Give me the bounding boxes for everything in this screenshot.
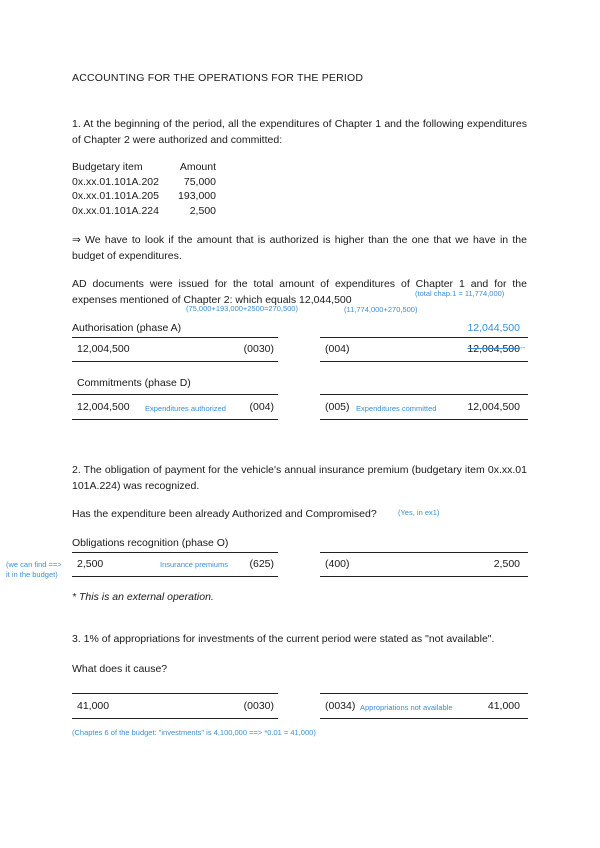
section3-right-note: Appropriations not available <box>360 703 453 712</box>
annotation-sum-chapter2: (75,000+193,000+2500=270,500) <box>186 304 298 313</box>
amount: 2,500 <box>189 204 216 217</box>
section2-question: Has the expenditure been already Authorized and Compromised? <box>72 508 377 520</box>
table-row <box>72 189 216 204</box>
budgetary-item: 0x.xx.01.101A.202 <box>72 175 159 188</box>
authorisation-right-account: (004) <box>325 343 350 355</box>
obligations-right-account: (400) <box>325 558 350 570</box>
section3-right-amount: 41,000 <box>487 700 520 712</box>
divider <box>72 394 278 395</box>
divider <box>72 718 278 719</box>
header-budgetary-item: Budgetary item <box>72 161 143 173</box>
divider <box>72 552 278 553</box>
authorisation-struck-amount: 12,004,500 <box>467 343 520 355</box>
section3-annotation: (Chaptes 6 of the budget: "investments" is 4,100,000 ==> *0.01 = 41,000) <box>72 728 316 737</box>
obligations-side-note-1: (we can find ==> <box>6 560 62 569</box>
commitments-right-amount: 12,004,500 <box>467 401 520 413</box>
commitments-left-account: (004) <box>249 401 274 413</box>
obligations-label: Obligations recognition (phase O) <box>72 537 229 549</box>
section1-note: ⇒ We have to look if the amount that is authorized is higher than the one that we have in the budget of expenditures. <box>72 234 527 262</box>
divider <box>72 576 278 577</box>
section3-left-account: (0030) <box>243 700 274 712</box>
budgetary-item: 0x.xx.01.101A.224 <box>72 204 159 217</box>
budget-table <box>72 160 216 218</box>
divider <box>320 419 528 420</box>
obligations-left-account: (625) <box>249 558 274 570</box>
section2-intro: 2. The obligation of payment for the vehicle's annual insurance premium (budgetary item 0x.xx.01 101A.224) was recognized. <box>72 464 527 492</box>
section3-right-account: (0034) <box>325 700 356 712</box>
amount: 75,000 <box>183 175 216 188</box>
divider <box>320 394 528 395</box>
section3-left-amount: 41,000 <box>77 700 110 712</box>
commitments-left-amount: 12,004,500 <box>77 401 130 413</box>
divider <box>72 693 278 694</box>
obligations-side-note-2: it in the budget) <box>6 570 58 579</box>
annotation-sum-total: (11,774,000+270,500) <box>344 305 418 314</box>
divider <box>72 419 278 420</box>
divider <box>320 337 528 338</box>
table-row <box>72 175 216 190</box>
authorisation-left-amount: 12,004,500 <box>77 343 130 355</box>
divider <box>320 693 528 694</box>
amount: 193,000 <box>178 190 216 202</box>
budget-table-header <box>72 160 216 175</box>
authorisation-corrected-amount: 12,044,500 <box>467 322 520 334</box>
divider <box>320 576 528 577</box>
section3-intro: 3. 1% of appropriations for investments of the current period were stated as "not available". <box>72 633 495 645</box>
section3-question: What does it cause? <box>72 663 168 675</box>
divider <box>320 361 528 362</box>
section2-footnote: * This is an external operation. <box>72 591 214 603</box>
commitments-right-note: Expenditures committed <box>356 404 437 413</box>
obligations-left-note: Insurance premiums <box>160 560 228 569</box>
authorisation-label: Authorisation (phase A) <box>72 322 182 334</box>
obligations-left-amount: 2,500 <box>77 558 104 570</box>
strike-arrow: -- <box>520 343 526 352</box>
header-amount: Amount <box>179 161 216 173</box>
budgetary-item: 0x.xx.01.101A.205 <box>72 190 159 202</box>
authorisation-left-account: (0030) <box>243 343 274 355</box>
section2-answer: (Yes, in ex1) <box>398 508 440 517</box>
section1-intro: 1. At the beginning of the period, all the expenditures of Chapter 1 and the following expenditures of Chapter 2 were authorized and committed: <box>72 118 527 146</box>
obligations-right-amount: 2,500 <box>493 558 520 570</box>
divider <box>72 337 278 338</box>
section1-ad-text: AD documents were issued for the total amount of expenditures of Chapter 1 and for the expenses mentioned of Chapter 2: which equals 12,044,500 <box>72 278 527 306</box>
annotation-total-chap1: (total chap.1 = 11,774,000) <box>415 289 505 298</box>
commitments-label: Commitments (phase D) <box>77 377 191 389</box>
table-row <box>72 204 216 219</box>
commitments-right-account: (005) <box>325 401 350 413</box>
divider <box>320 552 528 553</box>
commitments-left-note: Expenditures authorized <box>145 404 226 413</box>
page-title: ACCOUNTING FOR THE OPERATIONS FOR THE PERIOD <box>72 72 364 84</box>
divider <box>72 361 278 362</box>
divider <box>320 718 528 719</box>
